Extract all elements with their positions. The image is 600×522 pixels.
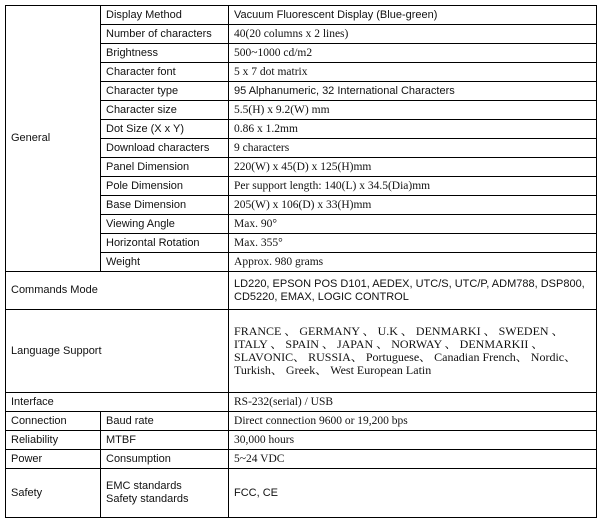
spec-row bbox=[6, 393, 597, 412]
spec-label: Brightness bbox=[101, 44, 229, 63]
section-label-connection: Connection bbox=[6, 412, 101, 431]
power-value: 5~24 VDC bbox=[229, 450, 597, 469]
section-label-reliability: Reliability bbox=[6, 431, 101, 450]
spec-row bbox=[6, 310, 597, 393]
spec-row bbox=[6, 431, 597, 450]
spec-value: Max. 90° bbox=[229, 215, 597, 234]
spec-row bbox=[6, 450, 597, 469]
spec-value: 500~1000 cd/m2 bbox=[229, 44, 597, 63]
section-label-safety: Safety bbox=[6, 469, 101, 518]
spec-label: Pole Dimension bbox=[101, 177, 229, 196]
section-label-language: Language Support bbox=[6, 310, 229, 393]
spec-label: Weight bbox=[101, 253, 229, 272]
spec-label: Viewing Angle bbox=[101, 215, 229, 234]
spec-label: Download characters bbox=[101, 139, 229, 158]
commands-line: LD220, EPSON POS D101, AEDEX, UTC/S, UTC/P, ADM788, DSP800, bbox=[234, 277, 585, 290]
spec-value: 5 x 7 dot matrix bbox=[229, 63, 597, 82]
language-value bbox=[229, 310, 597, 393]
spec-value: 95 Alphanumeric, 32 International Characters bbox=[229, 82, 597, 101]
spec-value: 40(20 columns x 2 lines) bbox=[229, 25, 597, 44]
spec-value: Max. 355° bbox=[229, 234, 597, 253]
spec-value: 220(W) x 45(D) x 125(H)mm bbox=[229, 158, 597, 177]
connection-sub-label: Baud rate bbox=[101, 412, 229, 431]
commands-value bbox=[229, 272, 597, 310]
reliability-value: 30,000 hours bbox=[229, 431, 597, 450]
spec-row bbox=[6, 6, 597, 25]
safety-sub-label bbox=[101, 469, 229, 518]
spec-table bbox=[5, 5, 597, 518]
language-line: Turkish、 Greek、 West European Latin bbox=[234, 363, 432, 377]
power-sub-label: Consumption bbox=[101, 450, 229, 469]
safety-value: FCC, CE bbox=[229, 469, 597, 518]
spec-value: Approx. 980 grams bbox=[229, 253, 597, 272]
spec-value: 205(W) x 106(D) x 33(H)mm bbox=[229, 196, 597, 215]
section-label-general: General bbox=[6, 6, 101, 272]
spec-label: Number of characters bbox=[101, 25, 229, 44]
spec-value: 0.86 x 1.2mm bbox=[229, 120, 597, 139]
safety-sub-line: Safety standards bbox=[106, 493, 189, 505]
spec-row bbox=[6, 412, 597, 431]
spec-label: Panel Dimension bbox=[101, 158, 229, 177]
language-line: SLAVONIC、 RUSSIA、 Portuguese、 Canadian French、 Nordic、 bbox=[234, 350, 577, 364]
language-line: FRANCE 、 GERMANY 、 U.K 、 DENMARKI 、 SWEDEN 、 bbox=[234, 324, 564, 338]
spec-value: Per support length: 140(L) x 34.5(Dia)mm bbox=[229, 177, 597, 196]
spec-label: Character font bbox=[101, 63, 229, 82]
spec-row bbox=[6, 469, 597, 518]
safety-sub-line: EMC standards bbox=[106, 480, 182, 492]
spec-label: Horizontal Rotation bbox=[101, 234, 229, 253]
section-label-interface: Interface bbox=[6, 393, 229, 412]
spec-row bbox=[6, 272, 597, 310]
section-label-commands: Commands Mode bbox=[6, 272, 229, 310]
connection-value: Direct connection 9600 or 19,200 bps bbox=[229, 412, 597, 431]
language-line: ITALY 、 SPAIN 、 JAPAN 、 NORWAY 、 DENMARKII 、 bbox=[234, 337, 544, 351]
spec-label: Character type bbox=[101, 82, 229, 101]
commands-line: CD5220, EMAX, LOGIC CONTROL bbox=[234, 290, 409, 303]
spec-label: Base Dimension bbox=[101, 196, 229, 215]
spec-value: Vacuum Fluorescent Display (Blue-green) bbox=[229, 6, 597, 25]
spec-value: 9 characters bbox=[229, 139, 597, 158]
spec-value: 5.5(H) x 9.2(W) mm bbox=[229, 101, 597, 120]
spec-label: Display Method bbox=[101, 6, 229, 25]
section-label-power: Power bbox=[6, 450, 101, 469]
spec-label: Dot Size (X x Y) bbox=[101, 120, 229, 139]
interface-value: RS-232(serial) / USB bbox=[229, 393, 597, 412]
reliability-sub-label: MTBF bbox=[101, 431, 229, 450]
spec-label: Character size bbox=[101, 101, 229, 120]
